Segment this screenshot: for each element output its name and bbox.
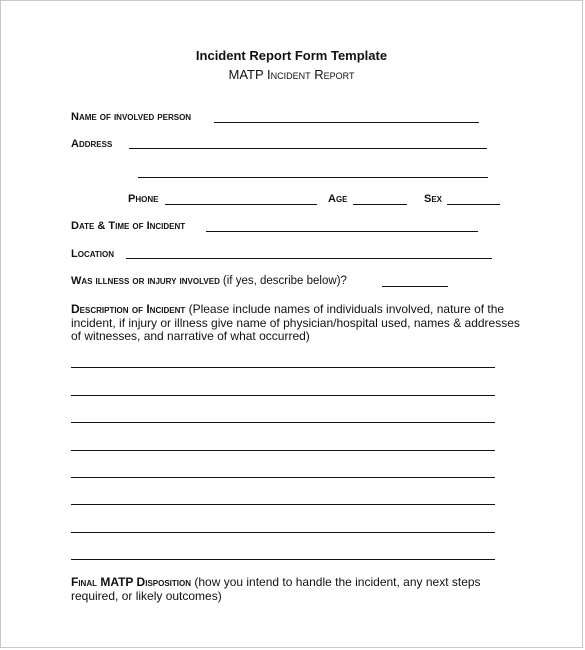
- description-line[interactable]: [71, 559, 495, 560]
- address-field-line-2[interactable]: [138, 177, 488, 178]
- location-label: Location: [71, 248, 115, 260]
- address-label: Address: [71, 138, 113, 150]
- age-field[interactable]: [353, 204, 407, 205]
- name-field[interactable]: [214, 122, 479, 123]
- disposition-label: Final MATP Disposition: [71, 575, 192, 589]
- sex-field[interactable]: [447, 204, 500, 205]
- phone-field[interactable]: [165, 204, 317, 205]
- description-line[interactable]: [71, 477, 495, 478]
- description-line[interactable]: [71, 450, 495, 451]
- description-line[interactable]: [71, 422, 495, 423]
- disposition-text: (how you intend to handle the incident, any next steps required, or likely outcomes): [71, 575, 481, 603]
- form-title: Incident Report Form Template: [195, 48, 388, 63]
- name-label: Name of involved person: [71, 111, 192, 123]
- date-time-field[interactable]: [206, 231, 478, 232]
- address-field-line-1[interactable]: [129, 148, 487, 149]
- illness-label-text: Was illness or injury involved: [71, 275, 220, 287]
- description-line[interactable]: [71, 532, 495, 533]
- description-line[interactable]: [71, 504, 495, 505]
- description-label: Description of Incident: [71, 302, 186, 316]
- description-line[interactable]: [71, 367, 495, 368]
- description-text: (Please include names of individuals involved, nature of the incident, if injury or illness give name of physician/hospital used, names & addresses of witnesses, and narrative of what occurred): [71, 302, 520, 343]
- description-line[interactable]: [71, 395, 495, 396]
- illness-label: [71, 275, 347, 287]
- age-label: Age: [328, 193, 348, 205]
- illness-note: (if yes, describe below)?: [222, 275, 347, 287]
- illness-field[interactable]: [382, 286, 448, 287]
- disposition-block: [71, 576, 531, 603]
- location-field[interactable]: [126, 258, 492, 259]
- phone-label: Phone: [128, 193, 159, 205]
- description-block: [71, 303, 531, 344]
- form-subtitle: MATP Incident Report: [228, 67, 355, 82]
- sex-label: Sex: [424, 193, 443, 205]
- date-time-label: Date & Time of Incident: [71, 220, 186, 232]
